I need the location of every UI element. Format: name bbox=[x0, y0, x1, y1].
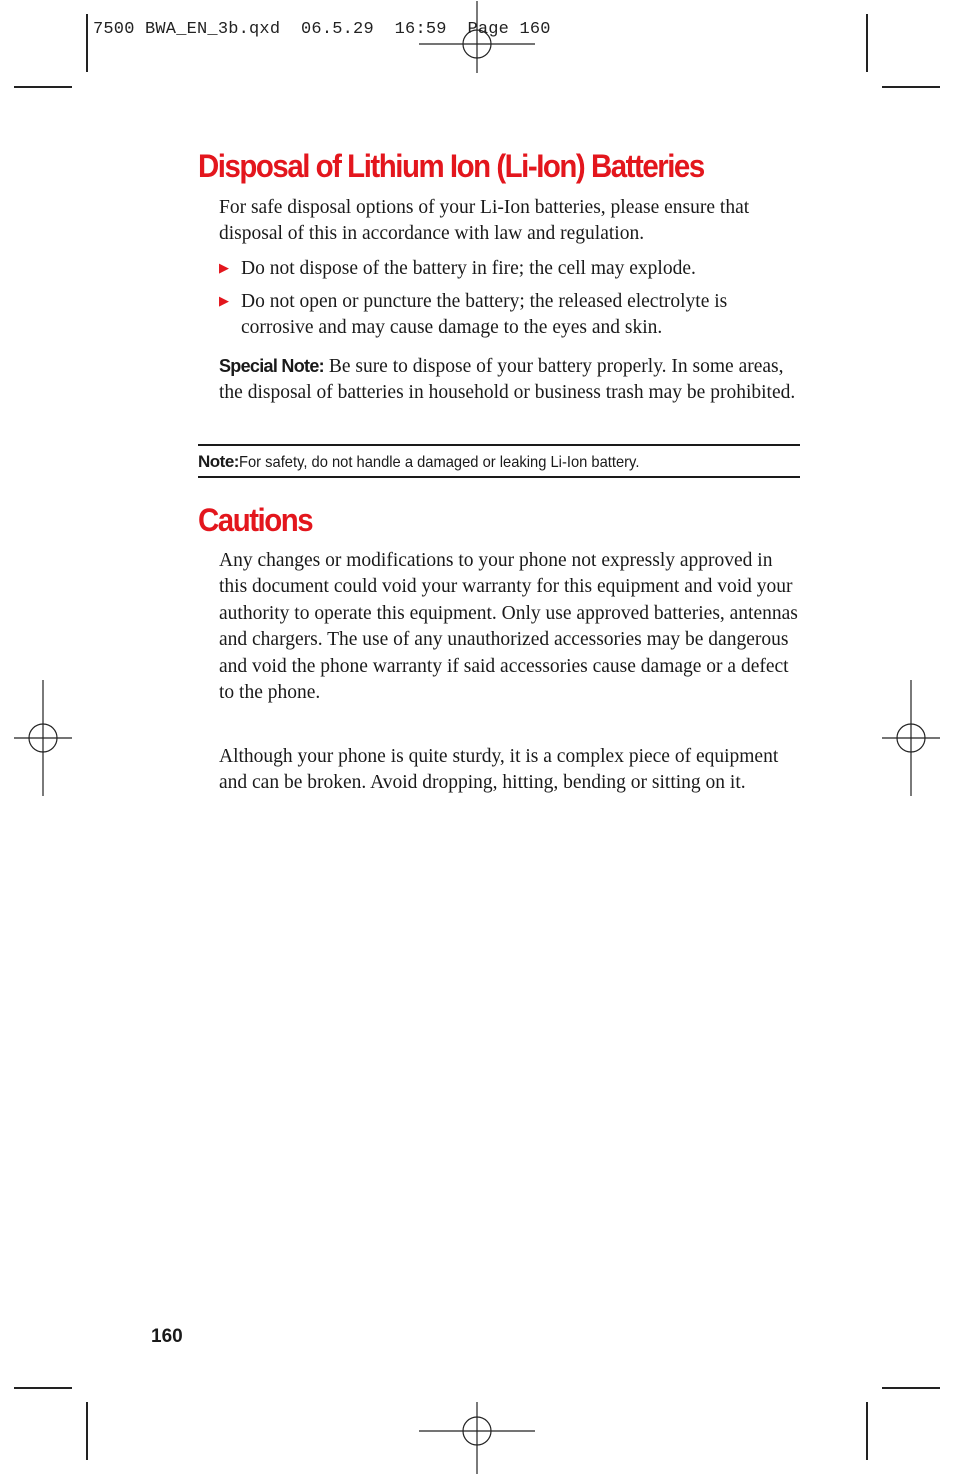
crop-mark bbox=[882, 1387, 940, 1389]
cautions-paragraph: Although your phone is quite sturdy, it is a complex piece of equipment and can be broken. Avoid dropping, hitting, bending or sitting on it. bbox=[219, 746, 779, 794]
crop-mark bbox=[866, 1402, 868, 1460]
note-line bbox=[198, 452, 674, 472]
cautions-paragraph: Any changes or modifications to your phone not expressly approved in this document could void your warranty for this equipment and void your authority to operate this equipment. Only use approved batteries, antennas and chargers. The use of any unauthorized accessories may be dangerous and void the phone warranty if said accessories cause damage or a defect to the phone. bbox=[219, 550, 798, 704]
list-item bbox=[219, 289, 804, 342]
section-title-cautions: Cautions bbox=[198, 502, 313, 538]
special-note bbox=[219, 353, 804, 407]
registration-mark-icon bbox=[14, 680, 72, 796]
crop-mark bbox=[86, 14, 88, 72]
section-title-battery-disposal: Disposal of Lithium Ion (Li-Ion) Batteries bbox=[198, 148, 704, 184]
note-text: For safety, do not handle a damaged or leaking Li-Ion battery. bbox=[238, 454, 640, 471]
crop-mark bbox=[882, 86, 940, 88]
bullet-text: Do not dispose of the battery in fire; the cell may explode. bbox=[241, 258, 696, 279]
disposal-intro: For safe disposal options of your Li-Ion batteries, please ensure that disposal of this in accordance with law and regulation. bbox=[219, 197, 750, 245]
crop-mark bbox=[14, 1387, 72, 1389]
special-note-text: Be sure to dispose of your battery properly. In some areas, the disposal of batteries in household or business trash may be prohibited. bbox=[219, 356, 796, 404]
note-label: Note: bbox=[198, 452, 239, 471]
note-box bbox=[198, 444, 800, 478]
crop-mark bbox=[86, 1402, 88, 1460]
list-item bbox=[219, 256, 804, 282]
registration-mark-icon bbox=[419, 1402, 535, 1474]
red-triangle-arrow-icon: ▶ bbox=[219, 294, 229, 309]
special-note-label: Special Note: bbox=[219, 356, 324, 376]
crop-mark bbox=[866, 14, 868, 72]
bullet-text: Do not open or puncture the battery; the released electrolyte is corrosive and may cause damage to the eyes and skin. bbox=[241, 291, 728, 339]
crop-mark bbox=[14, 86, 72, 88]
page-number: 160 bbox=[151, 1326, 183, 1347]
print-slug: 7500 BWA_EN_3b.qxd 06.5.29 16:59 Page 160 bbox=[93, 20, 551, 39]
red-triangle-arrow-icon: ▶ bbox=[219, 261, 229, 276]
registration-mark-icon bbox=[882, 680, 940, 796]
registration-mark-icon bbox=[419, 1, 535, 73]
